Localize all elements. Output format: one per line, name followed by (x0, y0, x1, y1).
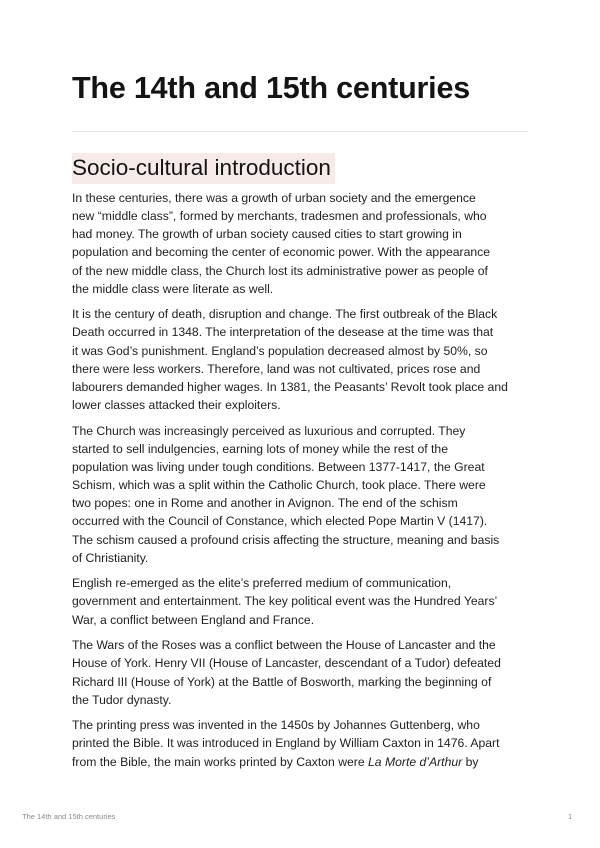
text-line: The Church was increasingly perceived as luxurious and corrupted. They (72, 423, 466, 438)
text-line: population was living under tough conditions. Between 1377-1417, the Great (72, 459, 485, 474)
paragraph (72, 189, 528, 298)
footer-document-title: The 14th and 15th centuries (22, 812, 116, 821)
text-line: of Christianity. (72, 550, 149, 565)
text-line: population and becoming the center of economic power. With the appearance (72, 245, 491, 260)
page-title: The 14th and 15th centuries (72, 71, 470, 105)
footer-page-number: 1 (568, 812, 573, 821)
text-line: The schism caused a profound crisis affecting the structure, meaning and basis (72, 532, 500, 547)
text-line: English re-emerged as the elite’s preferred medium of communication, (72, 576, 452, 591)
document-body (72, 189, 528, 778)
paragraph (72, 716, 528, 770)
text-line: The printing press was invented in the 1450s by Johannes Guttenberg, who (72, 718, 480, 733)
text-line: occurred with the Council of Constance, which elected Pope Martin V (1417). (72, 514, 488, 529)
text-line: It is the century of death, disruption and change. The first outbreak of the Black (72, 307, 498, 322)
text-segment: from the Bible, the main works printed by Caxton were (72, 754, 369, 769)
text-line: started to sell indulgencies, earning lots of money while the rest of the (72, 441, 448, 456)
text-line: had money. The growth of urban society caused cities to start growing in (72, 227, 462, 242)
book-title: La Morte d’Arthur (368, 754, 463, 769)
title-divider (72, 131, 528, 132)
text-line: Schism, which was a split within the Catholic Church, took place. There were (72, 478, 486, 493)
paragraph (72, 636, 528, 709)
text-line: of the new middle class, the Church lost its administrative power as people of (72, 263, 488, 278)
text-line: the middle class were literate as well. (72, 281, 274, 296)
text-line: In these centuries, there was a growth of urban society and the emergence (72, 191, 476, 205)
text-line: printed the Bible. It was introduced in England by William Caxton in 1476. Apart (72, 736, 500, 751)
text-line: the Tudor dynasty. (72, 692, 172, 707)
text-line: Richard III (House of York) at the Battle of Bosworth, marking the beginning of (72, 674, 492, 689)
paragraph (72, 422, 528, 567)
text-line: there were less workers. Therefore, land was not cultivated, prices rose and (72, 361, 481, 376)
text-line: labourers demanded higher wages. In 1381, the Peasants’ Revolt took place and (72, 379, 508, 394)
text-line: new “middle class”, formed by merchants, tradesmen and professionals, who (72, 209, 487, 224)
text-line: House of York. Henry VII (House of Lancaster, descendant of a Tudor) defeated (72, 656, 501, 671)
text-line: The Wars of the Roses was a conflict between the House of Lancaster and the (72, 638, 496, 653)
section-heading: Socio-cultural introduction (72, 153, 335, 184)
text-line: lower classes attacked their exploiters. (72, 398, 281, 413)
text-line: it was God’s punishment. England’s population decreased almost by 50%, so (72, 343, 488, 358)
text-line: War, a conflict between England and France. (72, 612, 315, 627)
text-line: government and entertainment. The key political event was the Hundred Years’ (72, 594, 498, 609)
paragraph (72, 305, 528, 414)
paragraph (72, 574, 528, 628)
text-segment: by (462, 754, 479, 769)
text-line (72, 753, 528, 771)
text-line: two popes: one in Rome and another in Avignon. The end of the schism (72, 496, 458, 511)
text-line: Death occurred in 1348. The interpretation of the desease at the time was that (72, 325, 494, 340)
